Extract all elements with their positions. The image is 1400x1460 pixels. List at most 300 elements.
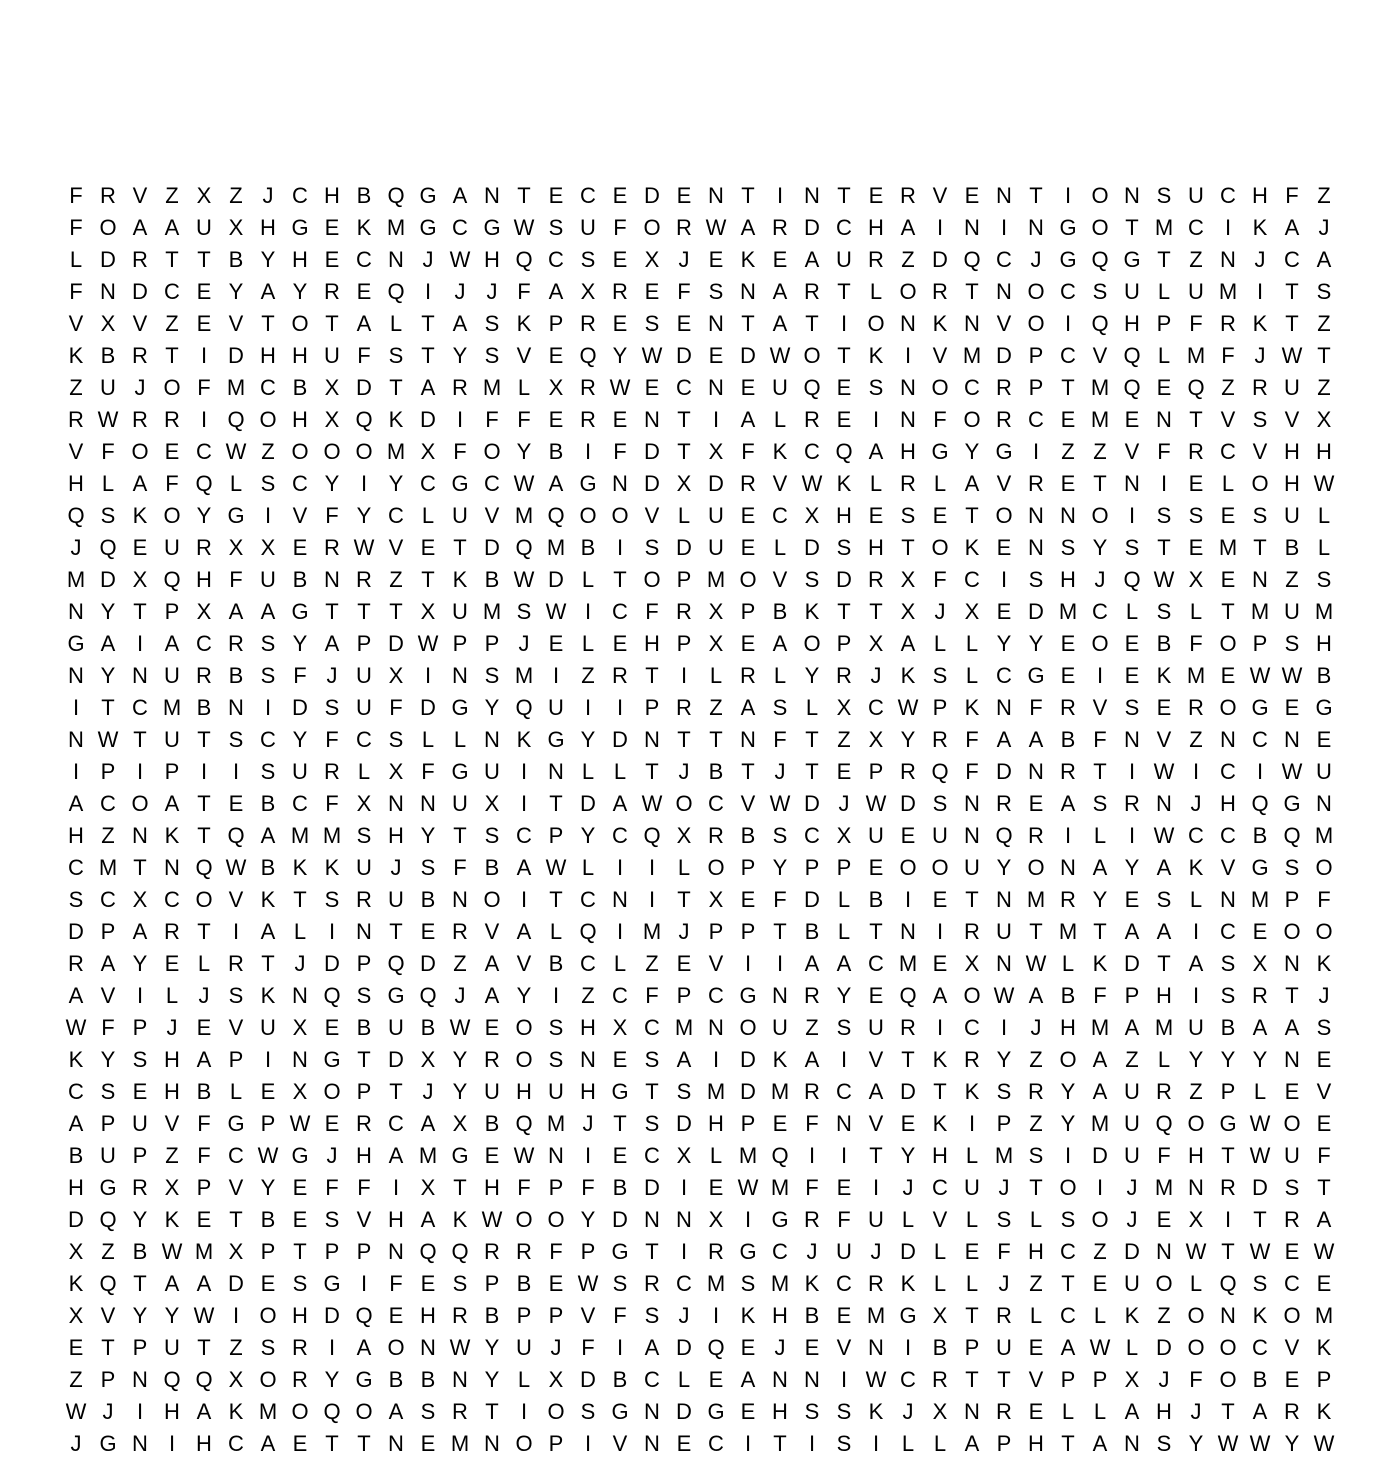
grid-letter[interactable]: R <box>132 343 148 368</box>
grid-letter[interactable]: C <box>804 823 820 848</box>
grid-letter[interactable]: S <box>260 631 276 656</box>
grid-letter[interactable]: P <box>196 1175 212 1200</box>
grid-letter[interactable]: T <box>389 375 403 400</box>
grid-letter[interactable]: D <box>676 1111 692 1136</box>
grid-letter[interactable]: W <box>513 1143 535 1168</box>
grid-letter[interactable]: E <box>1124 663 1140 688</box>
grid-letter[interactable]: A <box>932 983 948 1008</box>
grid-letter[interactable]: L <box>1317 503 1331 528</box>
grid-letter[interactable]: R <box>1060 759 1076 784</box>
grid-letter[interactable]: H <box>1060 567 1076 592</box>
grid-letter[interactable]: S <box>1156 1431 1172 1456</box>
grid-letter[interactable]: R <box>804 279 820 304</box>
grid-letter[interactable]: I <box>72 759 80 784</box>
grid-letter[interactable]: B <box>516 1271 532 1296</box>
grid-letter[interactable]: Z <box>1061 439 1075 464</box>
grid-letter[interactable]: D <box>996 343 1012 368</box>
grid-letter[interactable]: N <box>356 919 372 944</box>
grid-letter[interactable]: A <box>1124 1399 1140 1424</box>
grid-letter[interactable]: U <box>548 1079 564 1104</box>
grid-letter[interactable]: G <box>387 983 405 1008</box>
grid-letter[interactable]: I <box>680 663 688 688</box>
grid-letter[interactable]: M <box>738 1143 758 1168</box>
grid-letter[interactable]: N <box>708 311 724 336</box>
grid-letter[interactable]: F <box>581 1175 595 1200</box>
grid-letter[interactable]: W <box>545 599 567 624</box>
grid-letter[interactable]: I <box>1192 919 1200 944</box>
grid-letter[interactable]: M <box>994 1143 1014 1168</box>
grid-letter[interactable]: Q <box>771 1143 789 1168</box>
grid-letter[interactable]: T <box>1157 535 1171 560</box>
grid-letter[interactable]: X <box>388 759 404 784</box>
grid-letter[interactable]: I <box>936 919 944 944</box>
grid-letter[interactable]: J <box>678 759 690 784</box>
grid-letter[interactable]: C <box>580 183 596 208</box>
grid-letter[interactable]: X <box>228 1367 244 1392</box>
grid-letter[interactable]: B <box>740 823 756 848</box>
grid-letter[interactable]: F <box>69 183 83 208</box>
grid-letter[interactable]: D <box>804 215 820 240</box>
grid-letter[interactable]: U <box>452 503 468 528</box>
grid-letter[interactable]: T <box>1253 1207 1267 1232</box>
grid-letter[interactable]: I <box>840 311 848 336</box>
grid-letter[interactable]: I <box>1192 983 1200 1008</box>
grid-letter[interactable]: T <box>293 1239 307 1264</box>
grid-letter[interactable]: I <box>232 919 240 944</box>
grid-letter[interactable]: R <box>900 183 916 208</box>
grid-letter[interactable]: S <box>484 343 500 368</box>
grid-letter[interactable]: G <box>739 1239 757 1264</box>
grid-letter[interactable]: N <box>548 759 564 784</box>
grid-letter[interactable]: I <box>840 1143 848 1168</box>
grid-letter[interactable]: D <box>420 407 436 432</box>
grid-letter[interactable]: E <box>1124 887 1140 912</box>
grid-letter[interactable]: R <box>484 1239 500 1264</box>
grid-letter[interactable]: O <box>323 439 341 464</box>
grid-letter[interactable]: E <box>1284 1367 1300 1392</box>
grid-letter[interactable]: A <box>356 1335 372 1360</box>
grid-letter[interactable]: G <box>1251 855 1269 880</box>
grid-letter[interactable]: N <box>132 663 148 688</box>
grid-letter[interactable]: M <box>1090 1111 1110 1136</box>
grid-letter[interactable]: E <box>260 1271 276 1296</box>
grid-letter[interactable]: Y <box>1220 1047 1236 1072</box>
grid-letter[interactable]: A <box>1316 1207 1332 1232</box>
grid-letter[interactable]: P <box>996 1111 1012 1136</box>
grid-letter[interactable]: Q <box>515 1111 533 1136</box>
grid-letter[interactable]: E <box>1284 1239 1300 1264</box>
grid-letter[interactable]: H <box>1156 983 1172 1008</box>
grid-letter[interactable]: Q <box>899 983 917 1008</box>
grid-letter[interactable]: F <box>997 1239 1011 1264</box>
grid-letter[interactable]: C <box>612 599 628 624</box>
grid-letter[interactable]: S <box>580 1399 596 1424</box>
grid-letter[interactable]: T <box>357 1431 371 1456</box>
grid-letter[interactable]: F <box>1157 1143 1171 1168</box>
grid-letter[interactable]: Z <box>1029 1047 1043 1072</box>
grid-letter[interactable]: S <box>708 279 724 304</box>
grid-letter[interactable]: R <box>132 407 148 432</box>
grid-letter[interactable]: O <box>931 855 949 880</box>
grid-letter[interactable]: N <box>644 1399 660 1424</box>
grid-letter[interactable]: S <box>548 1047 564 1072</box>
grid-letter[interactable]: C <box>996 247 1012 272</box>
grid-letter[interactable]: E <box>1220 663 1236 688</box>
grid-letter[interactable]: S <box>1316 567 1332 592</box>
grid-letter[interactable]: D <box>68 919 84 944</box>
grid-letter[interactable]: Y <box>996 631 1012 656</box>
grid-letter[interactable]: R <box>164 919 180 944</box>
grid-letter[interactable]: I <box>648 887 656 912</box>
grid-letter[interactable]: F <box>517 1175 531 1200</box>
grid-letter[interactable]: P <box>708 919 724 944</box>
grid-letter[interactable]: H <box>292 407 308 432</box>
grid-letter[interactable]: W <box>513 215 535 240</box>
grid-letter[interactable]: L <box>677 1367 691 1392</box>
grid-letter[interactable]: H <box>1284 471 1300 496</box>
grid-letter[interactable]: E <box>356 279 372 304</box>
grid-letter[interactable]: A <box>1124 1015 1140 1040</box>
grid-letter[interactable]: A <box>1028 727 1044 752</box>
grid-letter[interactable]: I <box>200 407 208 432</box>
grid-letter[interactable]: R <box>708 823 724 848</box>
grid-letter[interactable]: X <box>452 1111 468 1136</box>
grid-letter[interactable]: Z <box>901 247 915 272</box>
grid-letter[interactable]: N <box>452 1367 468 1392</box>
grid-letter[interactable]: Y <box>292 631 308 656</box>
grid-letter[interactable]: K <box>388 407 404 432</box>
grid-letter[interactable]: T <box>901 535 915 560</box>
grid-letter[interactable]: R <box>324 759 340 784</box>
grid-letter[interactable]: C <box>580 887 596 912</box>
grid-letter[interactable]: H <box>708 1111 724 1136</box>
grid-letter[interactable]: E <box>260 1079 276 1104</box>
grid-letter[interactable]: F <box>805 1111 819 1136</box>
grid-letter[interactable]: O <box>547 1207 565 1232</box>
grid-letter[interactable]: L <box>613 759 627 784</box>
grid-letter[interactable]: E <box>1060 663 1076 688</box>
grid-letter[interactable]: Y <box>356 503 372 528</box>
grid-letter[interactable]: V <box>1252 439 1268 464</box>
grid-letter[interactable]: J <box>70 1431 82 1456</box>
grid-letter[interactable]: T <box>357 1047 371 1072</box>
grid-letter[interactable]: U <box>388 887 404 912</box>
grid-letter[interactable]: D <box>100 567 116 592</box>
grid-letter[interactable]: T <box>901 1047 915 1072</box>
grid-letter[interactable]: C <box>708 1431 724 1456</box>
grid-letter[interactable]: P <box>356 1079 372 1104</box>
grid-letter[interactable]: C <box>356 247 372 272</box>
grid-letter[interactable]: Q <box>515 695 533 720</box>
grid-letter[interactable]: F <box>1221 343 1235 368</box>
grid-letter[interactable]: H <box>868 535 884 560</box>
grid-letter[interactable]: B <box>68 1143 84 1168</box>
grid-letter[interactable]: S <box>228 727 244 752</box>
grid-letter[interactable]: V <box>996 471 1012 496</box>
grid-letter[interactable]: O <box>1187 1303 1205 1328</box>
grid-letter[interactable]: A <box>772 631 788 656</box>
grid-letter[interactable]: A <box>772 279 788 304</box>
grid-letter[interactable]: G <box>1251 695 1269 720</box>
grid-letter[interactable]: R <box>324 535 340 560</box>
grid-letter[interactable]: P <box>484 631 500 656</box>
grid-letter[interactable]: T <box>517 183 531 208</box>
grid-letter[interactable]: X <box>196 183 212 208</box>
grid-letter[interactable]: T <box>1253 535 1267 560</box>
grid-letter[interactable]: P <box>868 759 884 784</box>
grid-letter[interactable]: E <box>1284 1079 1300 1104</box>
grid-letter[interactable]: S <box>996 1079 1012 1104</box>
grid-letter[interactable]: S <box>644 311 660 336</box>
grid-letter[interactable]: Q <box>355 407 373 432</box>
grid-letter[interactable]: M <box>770 1271 790 1296</box>
grid-letter[interactable]: D <box>644 439 660 464</box>
grid-letter[interactable]: N <box>132 823 148 848</box>
grid-letter[interactable]: N <box>1252 567 1268 592</box>
grid-letter[interactable]: K <box>68 1047 84 1072</box>
grid-letter[interactable]: M <box>290 823 310 848</box>
grid-letter[interactable]: B <box>580 535 596 560</box>
grid-letter[interactable]: P <box>260 1111 276 1136</box>
grid-letter[interactable]: H <box>68 1175 84 1200</box>
grid-letter[interactable]: Y <box>132 1303 148 1328</box>
grid-letter[interactable]: N <box>164 855 180 880</box>
grid-letter[interactable]: B <box>420 1367 436 1392</box>
grid-letter[interactable]: L <box>773 407 787 432</box>
grid-letter[interactable]: Z <box>69 1367 83 1392</box>
grid-letter[interactable]: Q <box>1251 791 1269 816</box>
grid-letter[interactable]: O <box>1315 855 1333 880</box>
grid-letter[interactable]: E <box>932 503 948 528</box>
grid-letter[interactable]: S <box>228 983 244 1008</box>
grid-letter[interactable]: I <box>1224 1207 1232 1232</box>
grid-letter[interactable]: U <box>1124 1111 1140 1136</box>
grid-letter[interactable]: V <box>612 1431 628 1456</box>
grid-letter[interactable]: Q <box>995 823 1013 848</box>
grid-letter[interactable]: C <box>548 247 564 272</box>
grid-letter[interactable]: N <box>132 1431 148 1456</box>
grid-letter[interactable]: V <box>1220 407 1236 432</box>
grid-letter[interactable]: B <box>292 567 308 592</box>
grid-letter[interactable]: U <box>932 823 948 848</box>
grid-letter[interactable]: D <box>1092 1143 1108 1168</box>
grid-letter[interactable]: W <box>993 983 1015 1008</box>
grid-letter[interactable]: A <box>740 407 756 432</box>
grid-letter[interactable]: K <box>804 599 820 624</box>
grid-letter[interactable]: M <box>514 663 534 688</box>
grid-letter[interactable]: M <box>898 951 918 976</box>
grid-letter[interactable]: Q <box>387 951 405 976</box>
grid-letter[interactable]: Z <box>1157 1303 1171 1328</box>
grid-letter[interactable]: H <box>516 1079 532 1104</box>
grid-letter[interactable]: Q <box>963 247 981 272</box>
grid-letter[interactable]: H <box>932 1143 948 1168</box>
grid-letter[interactable]: M <box>1314 1303 1334 1328</box>
grid-letter[interactable]: J <box>998 1271 1010 1296</box>
grid-letter[interactable]: K <box>932 311 948 336</box>
grid-letter[interactable]: B <box>804 919 820 944</box>
grid-letter[interactable]: M <box>866 1303 886 1328</box>
grid-letter[interactable]: W <box>1153 567 1175 592</box>
grid-letter[interactable]: A <box>804 951 820 976</box>
grid-letter[interactable]: O <box>1315 919 1333 944</box>
grid-letter[interactable]: M <box>642 919 662 944</box>
grid-letter[interactable]: Y <box>1092 887 1108 912</box>
grid-letter[interactable]: K <box>1156 663 1172 688</box>
grid-letter[interactable]: L <box>1157 279 1171 304</box>
grid-letter[interactable]: V <box>1124 439 1140 464</box>
grid-letter[interactable]: Y <box>452 1079 468 1104</box>
grid-letter[interactable]: E <box>548 1271 564 1296</box>
grid-letter[interactable]: J <box>902 1175 914 1200</box>
grid-letter[interactable]: P <box>548 1431 564 1456</box>
grid-letter[interactable]: T <box>869 919 883 944</box>
grid-letter[interactable]: L <box>517 375 531 400</box>
grid-letter[interactable]: P <box>1124 983 1140 1008</box>
grid-letter[interactable]: L <box>581 759 595 784</box>
grid-letter[interactable]: V <box>228 887 244 912</box>
grid-letter[interactable]: R <box>292 1367 308 1392</box>
grid-letter[interactable]: N <box>1156 407 1172 432</box>
grid-letter[interactable]: A <box>900 215 916 240</box>
grid-letter[interactable]: E <box>1028 1399 1044 1424</box>
grid-letter[interactable]: C <box>644 1143 660 1168</box>
grid-letter[interactable]: N <box>580 1047 596 1072</box>
grid-letter[interactable]: L <box>901 1431 915 1456</box>
grid-letter[interactable]: U <box>1284 375 1300 400</box>
grid-letter[interactable]: N <box>1220 887 1236 912</box>
grid-letter[interactable]: B <box>804 1303 820 1328</box>
grid-letter[interactable]: C <box>676 1271 692 1296</box>
grid-letter[interactable]: T <box>1061 375 1075 400</box>
grid-letter[interactable]: P <box>996 1431 1012 1456</box>
grid-letter[interactable]: E <box>644 279 660 304</box>
grid-letter[interactable]: G <box>579 471 597 496</box>
grid-letter[interactable]: Z <box>1221 375 1235 400</box>
grid-letter[interactable]: J <box>486 279 498 304</box>
grid-letter[interactable]: Y <box>324 471 340 496</box>
grid-letter[interactable]: Z <box>645 951 659 976</box>
grid-letter[interactable]: A <box>196 1399 212 1424</box>
grid-letter[interactable]: R <box>1284 1207 1300 1232</box>
grid-letter[interactable]: U <box>260 1015 276 1040</box>
grid-letter[interactable]: I <box>744 951 752 976</box>
grid-letter[interactable]: T <box>325 1431 339 1456</box>
grid-letter[interactable]: N <box>900 311 916 336</box>
grid-letter[interactable]: M <box>514 503 534 528</box>
grid-letter[interactable]: W <box>65 1015 87 1040</box>
grid-letter[interactable]: I <box>680 1175 688 1200</box>
grid-letter[interactable]: N <box>484 1431 500 1456</box>
grid-letter[interactable]: V <box>932 1207 948 1232</box>
grid-letter[interactable]: Q <box>1219 1271 1237 1296</box>
grid-letter[interactable]: P <box>1220 1079 1236 1104</box>
grid-letter[interactable]: C <box>68 1079 84 1104</box>
grid-letter[interactable]: N <box>1028 535 1044 560</box>
grid-letter[interactable]: N <box>964 215 980 240</box>
grid-letter[interactable]: S <box>1156 599 1172 624</box>
grid-letter[interactable]: K <box>836 471 852 496</box>
grid-letter[interactable]: Z <box>1317 375 1331 400</box>
grid-letter[interactable]: A <box>164 215 180 240</box>
grid-letter[interactable]: O <box>1027 279 1045 304</box>
grid-letter[interactable]: Y <box>772 855 788 880</box>
grid-letter[interactable]: Y <box>260 1175 276 1200</box>
grid-letter[interactable]: H <box>1156 1399 1172 1424</box>
grid-letter[interactable]: Y <box>484 1367 500 1392</box>
grid-letter[interactable]: O <box>899 855 917 880</box>
grid-letter[interactable]: A <box>100 631 116 656</box>
grid-letter[interactable]: W <box>1249 663 1271 688</box>
grid-letter[interactable]: L <box>1157 343 1171 368</box>
grid-letter[interactable]: S <box>772 823 788 848</box>
grid-letter[interactable]: T <box>965 1367 979 1392</box>
grid-letter[interactable]: Q <box>163 567 181 592</box>
grid-letter[interactable]: U <box>1124 1079 1140 1104</box>
grid-letter[interactable]: R <box>676 215 692 240</box>
grid-letter[interactable]: H <box>388 823 404 848</box>
grid-letter[interactable]: M <box>546 1111 566 1136</box>
grid-letter[interactable]: H <box>292 343 308 368</box>
grid-letter[interactable]: F <box>1189 311 1203 336</box>
grid-letter[interactable]: B <box>612 1367 628 1392</box>
grid-letter[interactable]: I <box>616 855 624 880</box>
grid-letter[interactable]: J <box>678 919 690 944</box>
grid-letter[interactable]: W <box>705 215 727 240</box>
grid-letter[interactable]: P <box>228 1047 244 1072</box>
grid-letter[interactable]: I <box>1096 1175 1104 1200</box>
grid-letter[interactable]: A <box>1188 951 1204 976</box>
grid-letter[interactable]: T <box>485 1399 499 1424</box>
grid-letter[interactable]: J <box>1126 1207 1138 1232</box>
grid-letter[interactable]: C <box>132 695 148 720</box>
grid-letter[interactable]: M <box>1154 1015 1174 1040</box>
grid-letter[interactable]: E <box>196 1015 212 1040</box>
grid-letter[interactable]: N <box>452 663 468 688</box>
grid-letter[interactable]: K <box>900 1271 916 1296</box>
grid-letter[interactable]: M <box>1314 823 1334 848</box>
grid-letter[interactable]: O <box>1187 1111 1205 1136</box>
grid-letter[interactable]: V <box>516 951 532 976</box>
grid-letter[interactable]: G <box>547 727 565 752</box>
grid-letter[interactable]: W <box>225 855 247 880</box>
grid-letter[interactable]: P <box>132 1143 148 1168</box>
grid-letter[interactable]: I <box>1064 823 1072 848</box>
grid-letter[interactable]: E <box>708 1175 724 1200</box>
grid-letter[interactable]: E <box>196 279 212 304</box>
grid-letter[interactable]: X <box>676 471 692 496</box>
grid-letter[interactable]: L <box>229 1079 243 1104</box>
grid-letter[interactable]: F <box>1317 887 1331 912</box>
grid-letter[interactable]: D <box>644 183 660 208</box>
grid-letter[interactable]: B <box>484 855 500 880</box>
grid-letter[interactable]: X <box>228 535 244 560</box>
grid-letter[interactable]: N <box>484 183 500 208</box>
grid-letter[interactable]: R <box>868 1271 884 1296</box>
grid-letter[interactable]: B <box>228 247 244 272</box>
grid-letter[interactable]: Y <box>1028 631 1044 656</box>
grid-letter[interactable]: L <box>549 919 563 944</box>
grid-letter[interactable]: K <box>932 1047 948 1072</box>
grid-letter[interactable]: H <box>1188 1143 1204 1168</box>
grid-letter[interactable]: T <box>197 791 211 816</box>
grid-letter[interactable]: L <box>293 919 307 944</box>
grid-letter[interactable]: C <box>1060 343 1076 368</box>
grid-letter[interactable]: E <box>612 1047 628 1072</box>
grid-letter[interactable]: W <box>577 1271 599 1296</box>
grid-letter[interactable]: I <box>264 1047 272 1072</box>
grid-letter[interactable]: S <box>100 503 116 528</box>
